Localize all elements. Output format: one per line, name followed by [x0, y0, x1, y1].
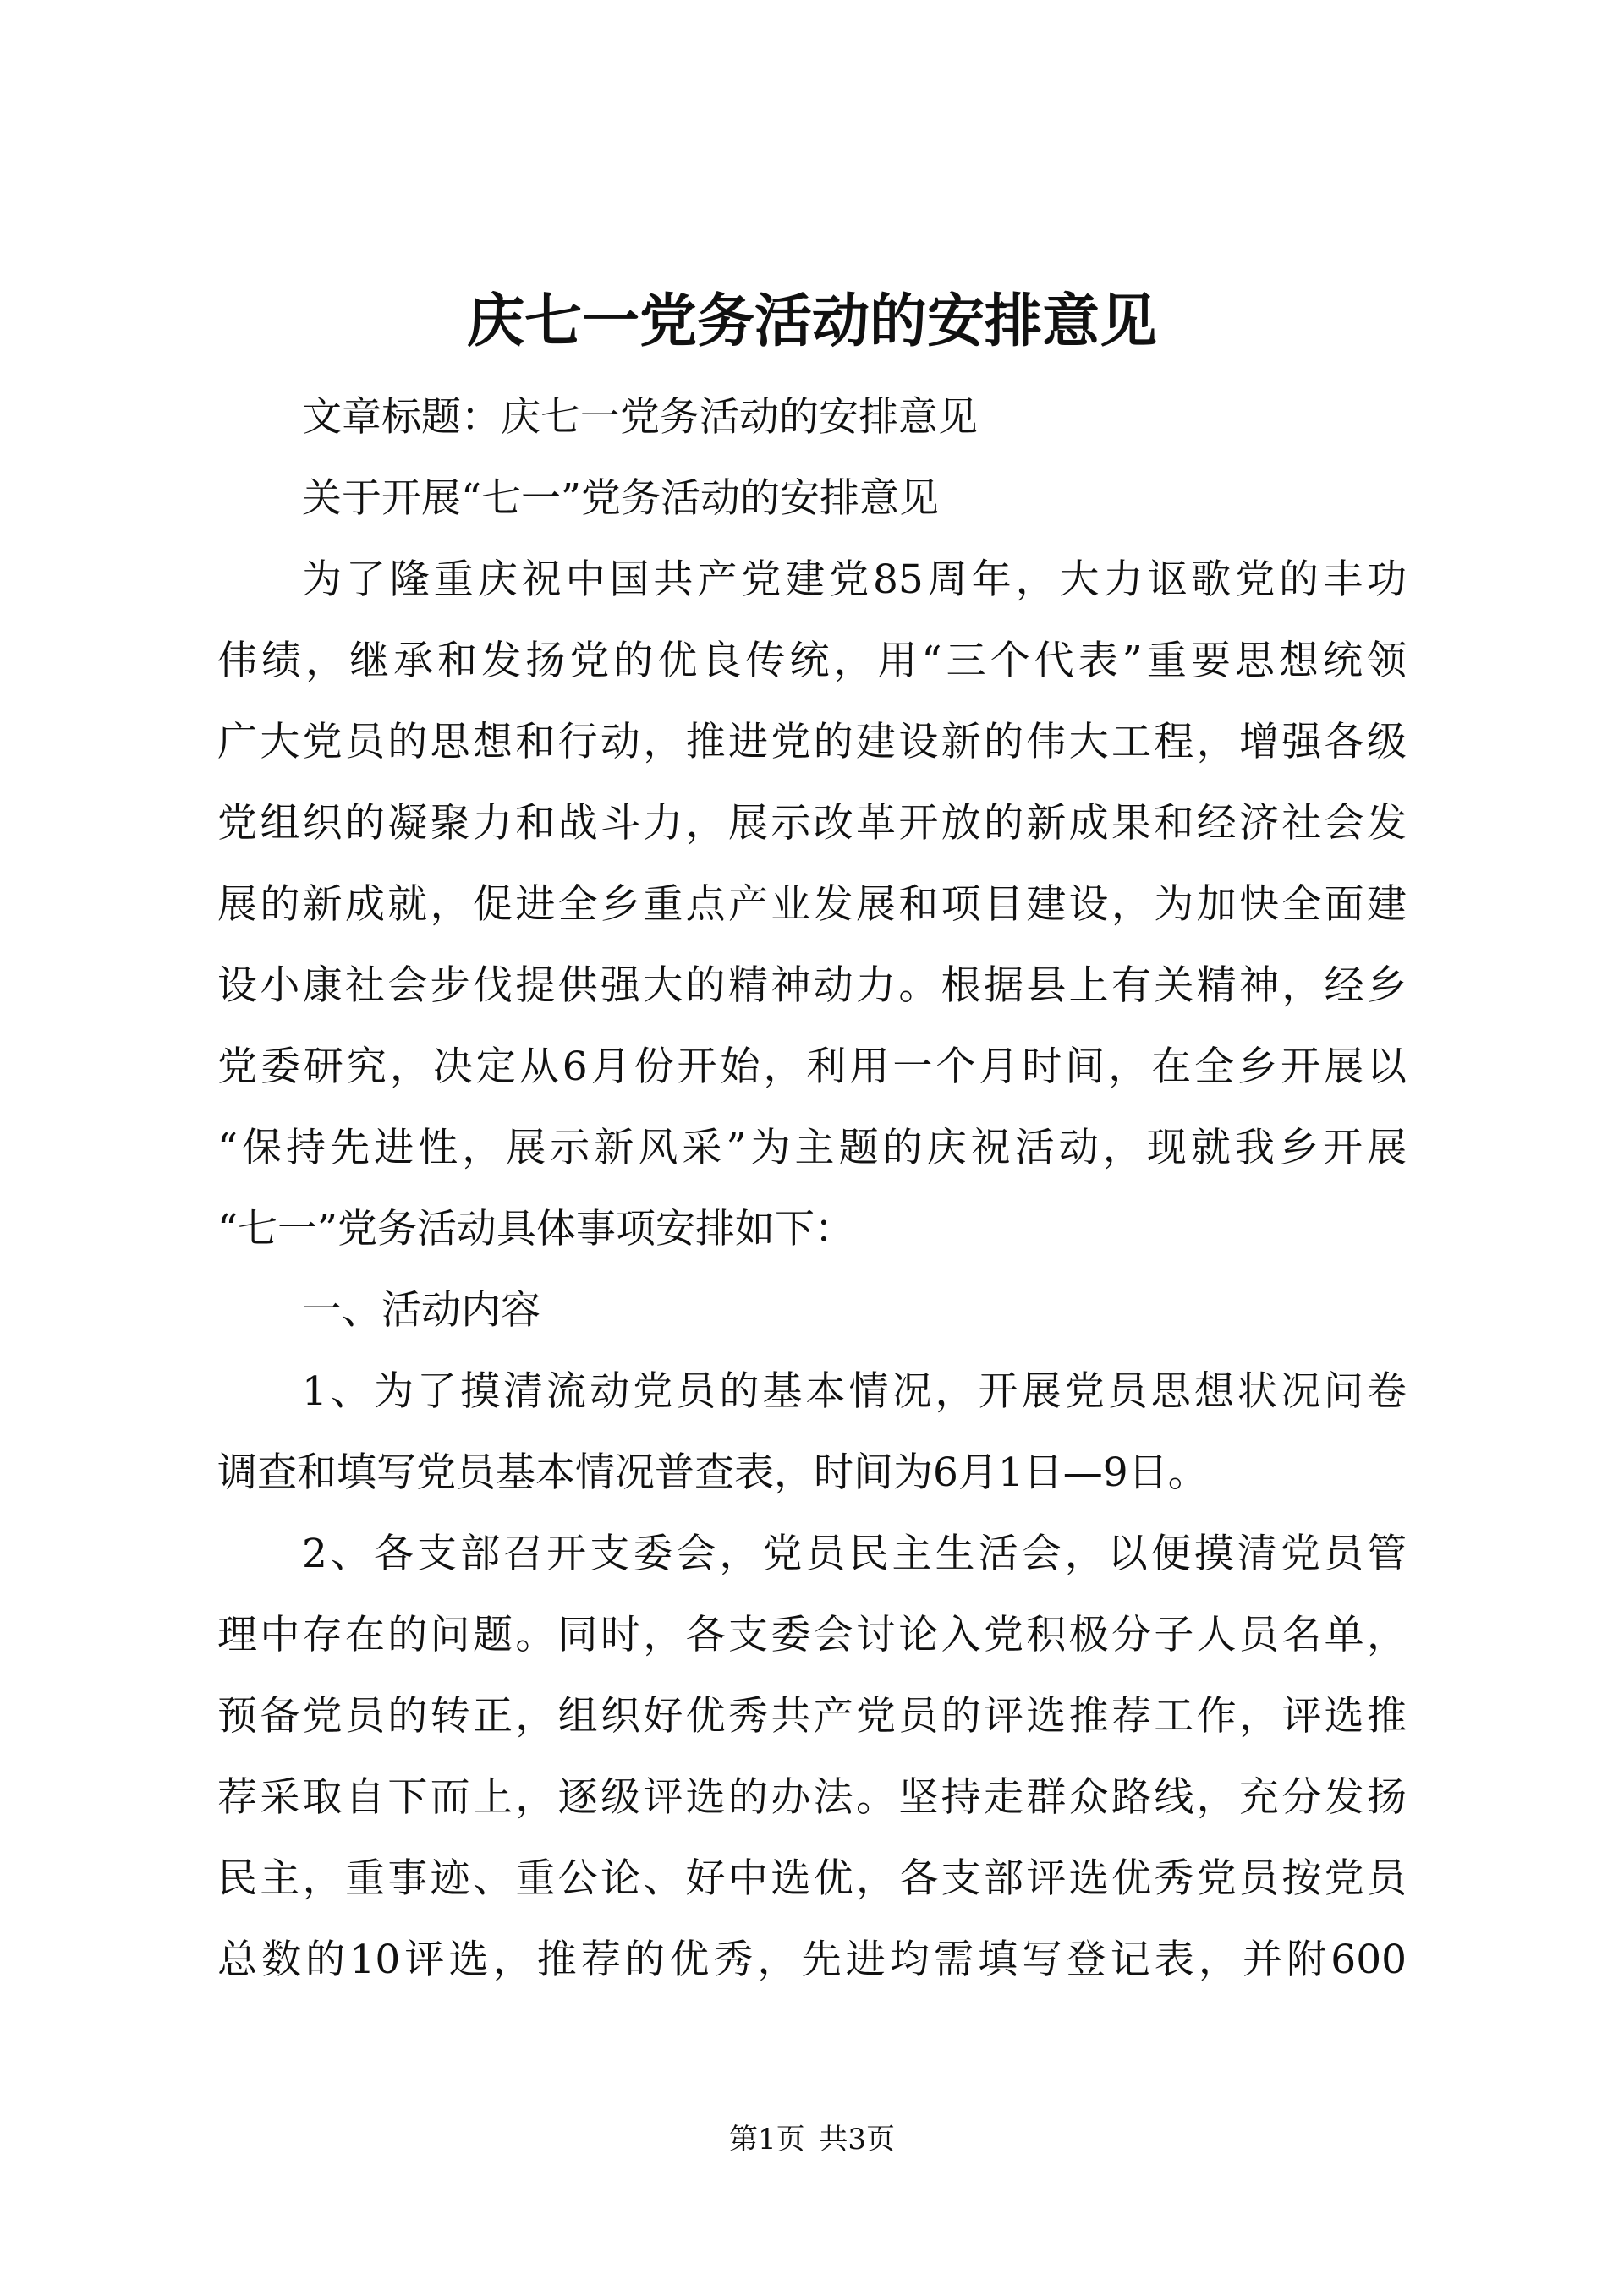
body-text-line: 文章标题：庆七一党务活动的安排意见 [302, 394, 978, 441]
page-footer: 第1页 共3页 [728, 2123, 896, 2156]
body-text-line: 党委研究，决定从6月份开始，利用一个月时间，在全乡开展以 [217, 1044, 1407, 1090]
body-text-line: 1、为了摸清流动党员的基本情况，开展党员思想状况问卷 [302, 1368, 1407, 1415]
body-text-line: 为了隆重庆祝中国共产党建党85周年，大力讴歌党的丰功 [302, 556, 1407, 603]
body-text-line: 理中存在的问题。同时，各支委会讨论入党积极分子人员名单， [217, 1612, 1407, 1658]
body-text-line: “七一”党务活动具体事项安排如下： [217, 1206, 855, 1252]
body-text-line: 设小康社会步伐提供强大的精神动力。根据县上有关精神，经乡 [217, 962, 1407, 1009]
body-text-line: 民主，重事迹、重公论、好中选优，各支部评选优秀党员按党员 [217, 1855, 1407, 1902]
body-text-line: 荐采取自下而上，逐级评选的办法。坚持走群众路线，充分发扬 [217, 1774, 1407, 1821]
body-text-line: “保持先进性，展示新风采”为主题的庆祝活动，现就我乡开展 [217, 1125, 1407, 1171]
body-text-line: 一、活动内容 [302, 1287, 540, 1334]
body-text-line: 伟绩，继承和发扬党的优良传统，用“三个代表”重要思想统领 [217, 638, 1407, 684]
document-title: 庆七一党务活动的安排意见 [466, 288, 1157, 355]
body-text-line: 总数的10评选，推荐的优秀，先进均需填写登记表，并附600 [217, 1937, 1407, 1983]
body-text-line: 广大党员的思想和行动，推进党的建设新的伟大工程，增强各级 [217, 719, 1407, 765]
document-body [217, 377, 1407, 2001]
body-text-line: 关于开展“七一”党务活动的安排意见 [302, 475, 940, 522]
body-text-line: 展的新成就，促进全乡重点产业发展和项目建设，为加快全面建 [217, 881, 1407, 928]
body-text-line: 2、各支部召开支委会，党员民主生活会，以便摸清党员管 [302, 1531, 1407, 1577]
body-text-line: 预备党员的转正，组织好优秀共产党员的评选推荐工作，评选推 [217, 1693, 1407, 1740]
body-text-line: 调查和填写党员基本情况普查表，时间为6月1日—9日。 [217, 1449, 1208, 1496]
body-text-line: 党组织的凝聚力和战斗力，展示改革开放的新成果和经济社会发 [217, 800, 1407, 847]
